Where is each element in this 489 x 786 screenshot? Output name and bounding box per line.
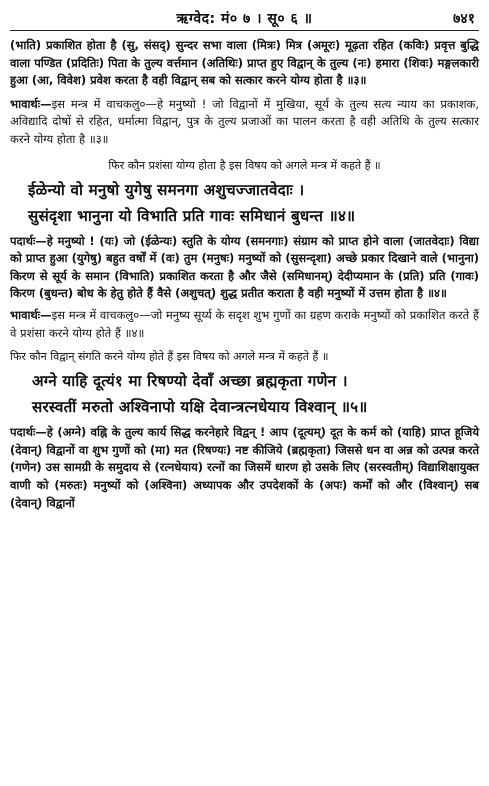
- page-header: [10, 6, 479, 31]
- padartha-text: हे (अग्ने) वह्नि के तुल्य कार्य सिद्ध करनेहारे विद्वन् ! आप (दूत्यम्) दूत के कर्म को (याहि) प्राप्त हूजिये (देवान्) विद्वानों वा शुभ गुणों को (मा) मत (रिषण्यः) नष्ट कीजिये (ब्रह्मकृता) जिससे धन वा अन्न को उत्पन्न करते (गणेन) उस सामग्री के समुदाय से (रत्नधेयाय) रत्नों का जिसमें धारण हो उसके लिए (सरस्वतीम्) विद्याशिक्षायुक्त वाणी को (मरुतः) मनुष्यों को (अश्विना) अध्यापक और उपदेशकों के (अपः) कर्मों को और (विश्वान्) सब (देवान्) विद्वानों: [10, 425, 479, 510]
- bhavartha-label: भावार्थः—: [10, 307, 52, 322]
- bhavartha-text: इस मन्त्र में वाचकलु०—हे मनुष्यो ! जो विद्वानों में मुखिया, सूर्य के तुल्य सत्य न्याय का प्रकाशक, अविद्यादि दोषों से रहित, धर्मात्मा विद्वान्, पुत्र के तुल्य प्रजाओं का पालन करता है वही अतिथि के तुल्य सत्कार करने योग्य होता है ॥३॥: [10, 96, 479, 146]
- mantra-5-line-2: सरस्वतीं मरुतो अश्विनापो यक्षि देवान्त्रत्नधेयाय विश्वान् ॥५॥: [32, 398, 368, 417]
- running-title: ऋग्वेद: मं० ७ । सू० ६ ॥: [176, 11, 313, 27]
- padartha-paragraph-4: [10, 233, 479, 303]
- mantra-4-line-1: ईळेन्यो वो मनुषो युगेषु समनगा अशुचज्जातवेदाः ।: [28, 180, 305, 199]
- padartha-label: पदार्थः—: [10, 233, 47, 248]
- padartha-paragraph-5: [10, 424, 479, 512]
- subject-intro-4: फिर कौन प्रशंसा योग्य होता है इस विषय को अगले मन्त्र में कहते हैं ॥: [108, 158, 381, 172]
- bhavartha-text: इस मन्त्र में वाचकलु०—जो मनुष्य सूर्य्य के सदृश शुभ गुणों का ग्रहण कराके मनुष्यों को प्रकाशित करते हैं वे प्रशंसा करने योग्य होते हैं ॥४॥: [10, 307, 479, 340]
- bhavartha-paragraph-3: [10, 96, 479, 149]
- mantra-5-line-1: अग्ने याहि दूत्यं१ मा रिषण्यो देवाँ अच्छा ब्रह्मकृता गणेन ।: [32, 372, 348, 391]
- continued-paragraph: (भाति) प्रकाशित होता है (सु, संसद्) सुन्दर सभा वाला (मित्रः) मित्र (अमूरः) मूढ़ता रहित (कविः) प्रवृत्त बुद्धि वाला पण्डित (प्रदितिः) पिता के तुल्य वर्त्तमान (अतिथिः) प्राप्त हुए विद्वान् के तुल्य (नः) हमारा (शिवः) मङ्गलकारी हुआ (आ, विवेश) प्रवेश करता है वही विद्वान् सब को सत्कार करने योग्य होता है ॥३॥: [10, 38, 479, 88]
- padartha-label: पदार्थः—: [10, 425, 47, 440]
- bhavartha-paragraph-4: [10, 307, 479, 342]
- subject-intro-5: फिर कौन विद्वान् संगति करने योग्य होते हैं इस विषय को अगले मन्त्र में कहते हैं ॥: [10, 350, 329, 364]
- mantra-4-line-2: सुसंदृशा भानुना यो विभाति प्रति गावः समिधानं बुधन्त ॥४॥: [28, 206, 356, 225]
- padartha-text: हे मनुष्यो ! (यः) जो (ईळेन्यः) स्तुति के योग्य (समनगाः) संग्राम को प्राप्त होने वाला (जातवेदाः) विद्या को प्राप्त हुआ (युगेषु) बहुत वर्षों में (वः) तुम (मनुषः) मनुष्यों को (सुसन्दृशा) अच्छे प्रकार दिखाने वाले (भानुना) किरण से सूर्य के समान (विभाति) प्रकाशित करता है और जैसे (समिधानम्) देदीप्यमान के (प्रति) प्रति (गावः) किरण (बुधन्त) बोध के हेतु होते हैं वैसे (अशुचत्) शुद्ध प्रतीत कराता है वही मनुष्यों में उत्तम होता है ॥४॥: [10, 233, 479, 301]
- page-number: ७४१: [453, 11, 475, 27]
- bhavartha-label: भावार्थः—: [10, 96, 52, 111]
